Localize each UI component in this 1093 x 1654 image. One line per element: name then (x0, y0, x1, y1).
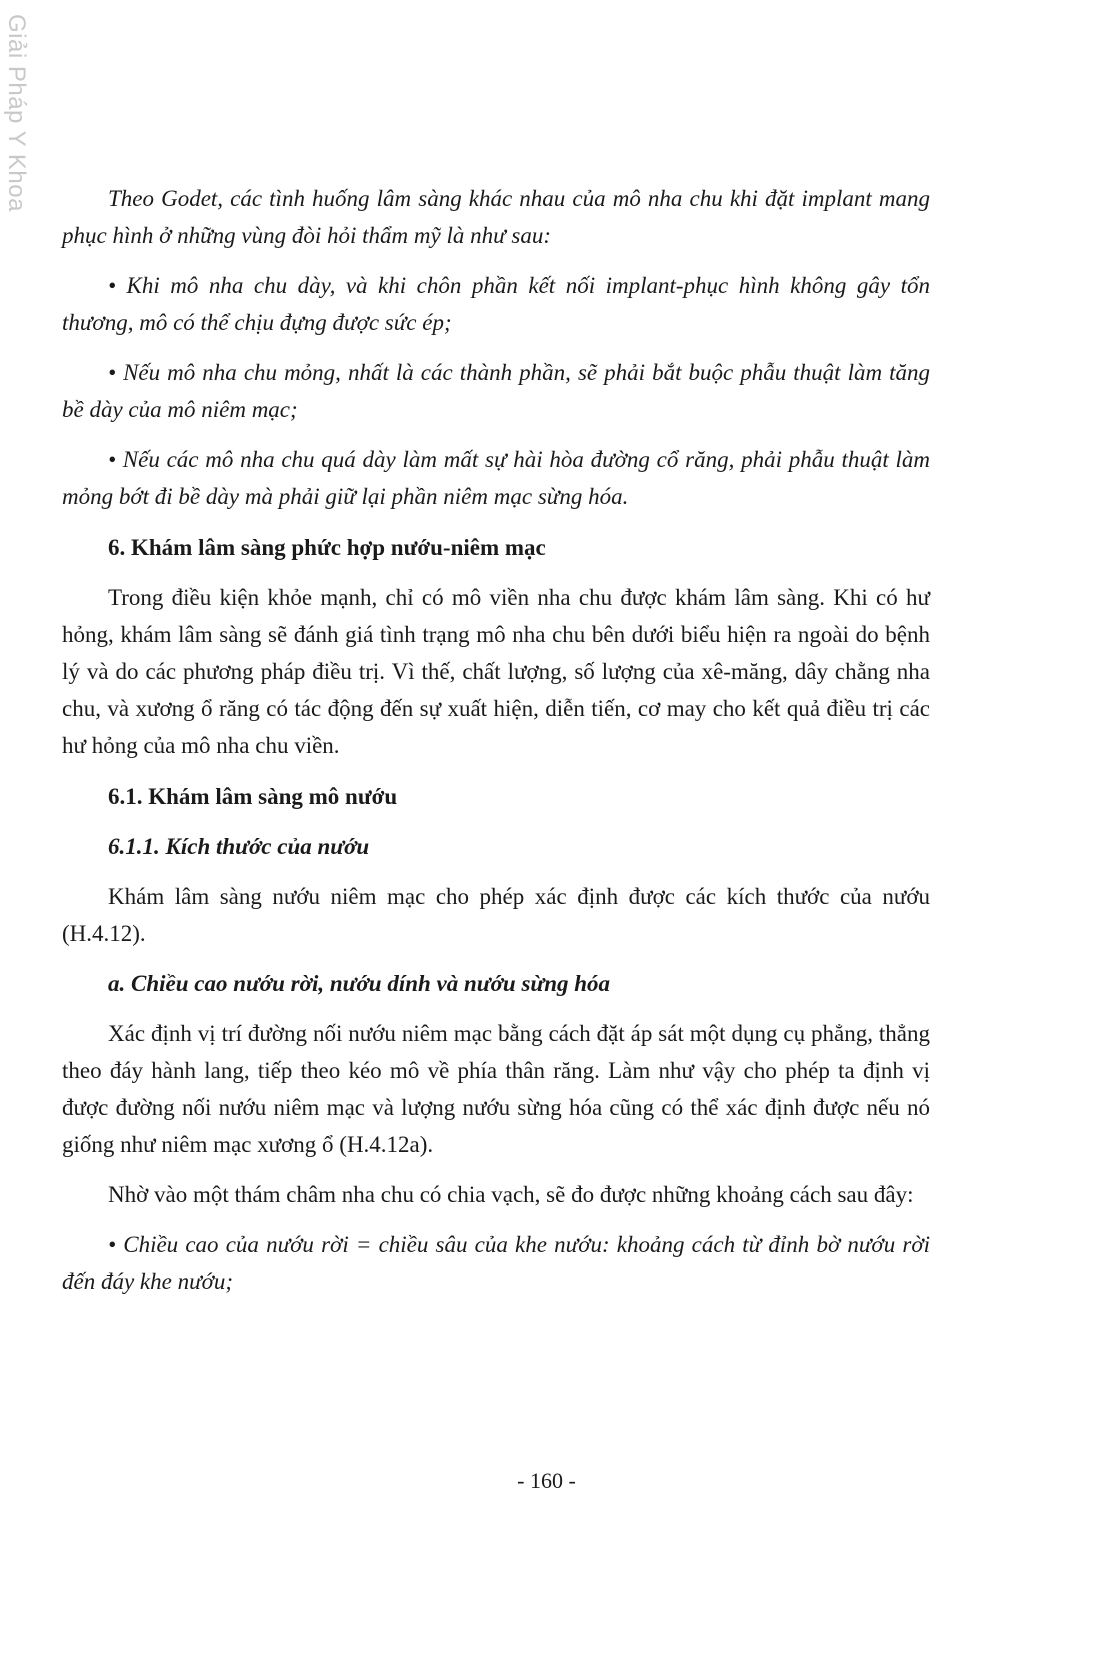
bullet-item: • Nếu các mô nha chu quá dày làm mất sự hài hòa đường cổ răng, phải phẫu thuật làm mỏng bớt đi bề dày mà phải giữ lại phần niêm mạc sừng hóa. (62, 447, 930, 509)
watermark: Giải Pháp Y Khoa (3, 14, 30, 212)
subsubsection-heading: 6.1.1. Kích thước của nướu (108, 834, 370, 859)
body-paragraph: Khám lâm sàng nướu niêm mạc cho phép xác định được các kích thước của nướu (H.4.12). (62, 884, 930, 946)
bullet-item: • Nếu mô nha chu mỏng, nhất là các thành phần, sẽ phải bắt buộc phẫu thuật làm tăng bề dày của mô niêm mạc; (62, 360, 930, 422)
page-body (62, 180, 930, 1300)
intro-paragraph: Theo Godet, các tình huống lâm sàng khác nhau của mô nha chu khi đặt implant mang phục hình ở những vùng đòi hỏi thẩm mỹ là như sau: (62, 186, 930, 248)
body-paragraph: Nhờ vào một thám châm nha chu có chia vạch, sẽ đo được những khoảng cách sau đây: (108, 1182, 914, 1207)
page-number: - 160 - (517, 1468, 576, 1493)
bullet-item: • Chiều cao của nướu rời = chiều sâu của khe nướu: khoảng cách từ đỉnh bờ nướu rời đến đáy khe nướu; (62, 1232, 930, 1294)
body-paragraph: Trong điều kiện khỏe mạnh, chỉ có mô viền nha chu được khám lâm sàng. Khi có hư hỏng, khám lâm sàng sẽ đánh giá tình trạng mô nha chu bên dưới biểu hiện ra ngoài do bệnh lý và do các phương pháp điều trị. Vì thế, chất lượng, số lượng của xê-măng, dây chằng nha chu, và xương ổ răng có tác động đến sự xuất hiện, diễn tiến, cơ may cho kết quả điều trị các hư hỏng của mô nha chu viền. (62, 585, 930, 758)
bullet-item: • Khi mô nha chu dày, và khi chôn phần kết nối implant-phục hình không gây tổn thương, mô có thể chịu đựng được sức ép; (62, 273, 930, 335)
subsection-heading: 6.1. Khám lâm sàng mô nướu (108, 784, 398, 809)
item-heading: a. Chiều cao nướu rời, nướu dính và nướu sừng hóa (108, 971, 611, 996)
section-heading: 6. Khám lâm sàng phức hợp nướu-niêm mạc (108, 535, 546, 560)
body-paragraph: Xác định vị trí đường nối nướu niêm mạc bằng cách đặt áp sát một dụng cụ phẳng, thẳng theo đáy hành lang, tiếp theo kéo mô về phía thân răng. Làm như vậy cho phép ta định vị được đường nối nướu niêm mạc và lượng nướu sừng hóa cũng có thể xác định được nếu nó giống như niêm mạc xương ổ (H.4.12a). (62, 1021, 930, 1157)
